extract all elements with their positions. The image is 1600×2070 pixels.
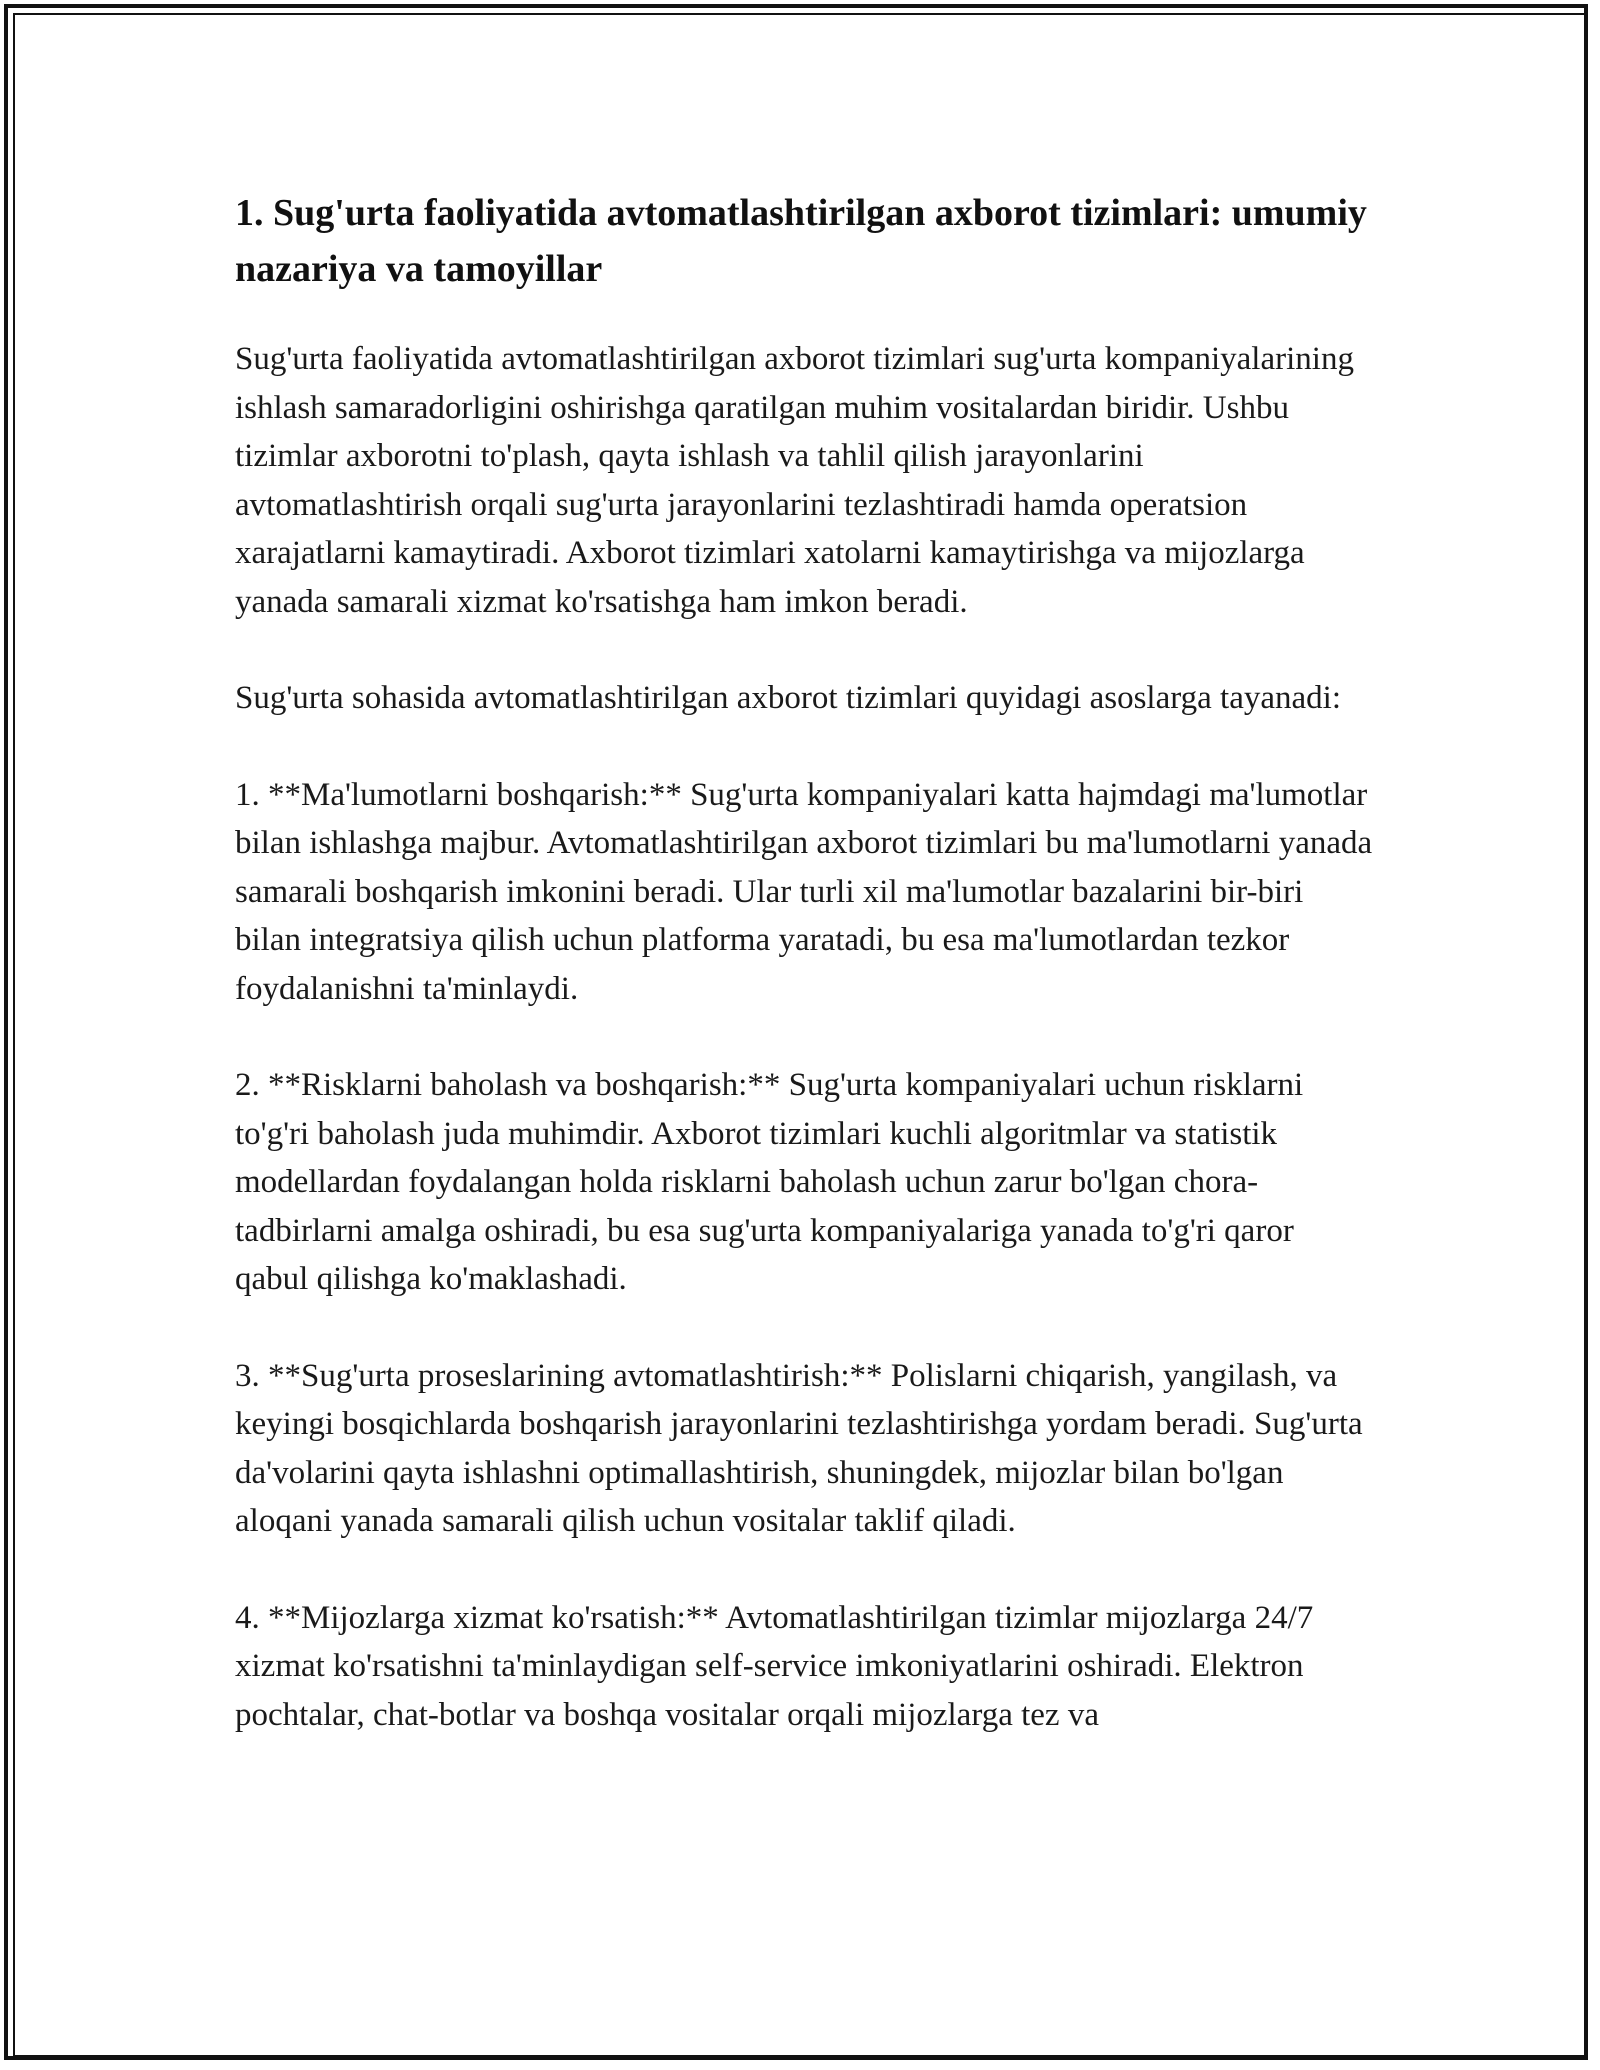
paragraph-intro: Sug'urta faoliyatida avtomatlashtirilgan axborot tizimlari sug'urta kompaniyalarining ishlash samaradorligini oshirishga qaratilgan muhim vositalardan biridir. Ushbu tizimlar axborotni to'plash, qayta ishlash va tahlil qilish jarayonlarini avtomatlashtirish orqali sug'urta jarayonlarini tezlashtiradi hamda operatsion xarajatlarni kamaytiradi. Axborot tizimlari xatolarni kamaytirishga va mijozlarga yanada samarali xizmat ko'rsatishga ham imkon beradi. <box>235 341 1354 620</box>
paragraph-customer-service: 4. **Mijozlarga xizmat ko'rsatish:** Avtomatlashtirilgan tizimlar mijozlarga 24/7 xizmat ko'rsatishni ta'minlaydigan self-service imkoniyatlarini oshiradi. Elektron pochtalar, chat-botlar va boshqa vositalar orqali mijozlarga tez va <box>235 1599 1314 1733</box>
paragraph-data-management: 1. **Ma'lumotlarni boshqarish:** Sug'urta kompaniyalari katta hajmdagi ma'lumotlar bilan ishlashga majbur. Avtomatlashtirilgan axborot tizimlari bu ma'lumotlarni yanada samarali boshqarish imkonini beradi. Ular turli xil ma'lumotlar bazalarini bir-biri bilan integratsiya qilish uchun platforma yaratadi, bu esa ma'lumotlardan tezkor foydalanishni ta'minlaydi. <box>235 776 1373 1007</box>
document-body <box>235 185 1375 1787</box>
paragraph-foundations-lead: Sug'urta sohasida avtomatlashtirilgan axborot tizimlari quyidagi asoslarga tayanadi: <box>235 680 1341 716</box>
section-heading: 1. Sug'urta faoliyatida avtomatlashtirilgan axborot tizimlari: umumiy nazariya va tamoyillar <box>235 192 1367 290</box>
paragraph-risk-assessment: 2. **Risklarni baholash va boshqarish:** Sug'urta kompaniyalari uchun risklarni to'g'ri baholash juda muhimdir. Axborot tizimlari kuchli algoritmlar va statistik modellardan foydalangan holda risklarni baholash uchun zarur bo'lgan chora-tadbirlarni amalga oshiradi, bu esa sug'urta kompaniyalariga yanada to'g'ri qaror qabul qilishga ko'maklashadi. <box>235 1067 1304 1297</box>
paragraph-process-automation: 3. **Sug'urta proseslarining avtomatlashtirish:** Polislarni chiqarish, yangilash, va keyingi bosqichlarda boshqarish jarayonlarini tezlashtirishga yordam beradi. Sug'urta da'volarini qayta ishlashni optimallashtirish, shuningdek, mijozlar bilan bo'lgan aloqani yanada samarali qilish uchun vositalar taklif qiladi. <box>235 1357 1363 1539</box>
